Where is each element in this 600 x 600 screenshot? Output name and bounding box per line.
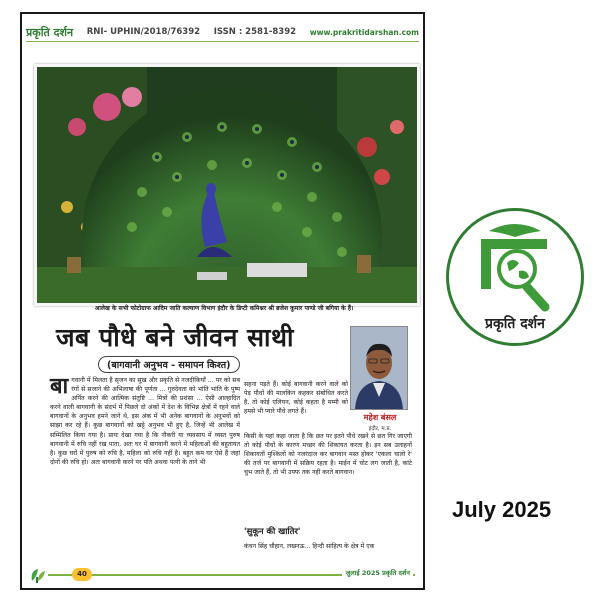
header-rni: RNI- UPHIN/2018/76392	[86, 27, 201, 37]
photo-caption: आलेख के सभी फोटोग्राफ आदिम जाति कल्याण विभाग इंदौर के डिप्टी कमिश्नर श्री ब्रजेश कुमार पाण्डे जी बगिया के हैं।	[94, 305, 354, 312]
article-column-2-top: सहना पड़ते हैं। कोई बागवानी करने वाले को पेड़ पौधों की मालकिन कहकर संबोधित करते है, तो कोई एलियन, कोई कहता है मम्मी को हमसे भी प्यारे पौधे लगते हैं।	[244, 381, 348, 416]
header-website: www.prakritidarshan.com	[309, 27, 419, 37]
logo-text: प्रकृति दर्शन	[485, 316, 545, 332]
header-issn: ISSN : 2581-8392	[213, 27, 297, 37]
peacock-photo	[34, 64, 420, 306]
author-city: इंदौर, म.प्र.	[368, 426, 392, 432]
column-1-text: गवानी में मिलता है सृजन का सुख और प्रकृति से नजदीकियाँ ... पर को सब रंगों से सजाने की अभिलाषा की पूर्णता ... गुरुदेवता को भांति भांति के पुष्प अर्पित करने की आत्मिक संतुष्टि ... मित्रों की प्रशंसा ... ऐसी आल्हादित करने वाली बागवानी के संदर्भ में पिछले दो अंकों में देश के विभिन्न क्षेत्रों में रहने वाले बागवानों के अनुभव हमने जाने थे, इस अंक में भी अनेक बागवानों के अनुभवों को साझा कर रहे हैं। कुछ बागवानों को खट्टे अनुभव भी हुए है, जिन्हें भी आलेख में सम्मिलित किया गया है। प्रायः देखा गया है कि नौकरी या व्यवसाय में व्यस्त पुरुष बागवानी में रुचि नहीं रख पाता, अतः घर में बागवानी करने में महिलाओं की बहुतायत है। कुछ घरों में पुरुष को रुचि है, महिला को रुचि नहीं है। बहुत कम घर ऐसे हैं जहां दोनों की रुचि हो। अतः बागवानी करने पर पति अथवा पत्नी के ताने भी	[50, 377, 240, 466]
article-column-1	[50, 373, 240, 467]
author-name: महेश बंसल	[363, 413, 397, 422]
article-subhead: (बागवानी अनुभव - समापन किश्त)	[98, 356, 240, 373]
magazine-page	[20, 12, 425, 590]
footer-leaf-icon	[28, 567, 48, 583]
footer-issue: जुलाई 2025 प्रकृति दर्शन	[342, 568, 413, 577]
header-brand: प्रकृति दर्शन	[26, 25, 74, 39]
section-subtitle: 'सुकून की खातिर'	[244, 527, 301, 537]
page-number: 40	[72, 568, 92, 581]
article-column-2: किसी के यहां कहा जाता है कि छत पर इतने पौधे रखने से छत गिर जाएगी तो कोई पौधों के कारण मच्छर की शिकायत करता है। इन सब उलाहनों शिकायतों मुश्किलों को नजरंदाज कर बागवान मस्त होकर 'एकला चालो रे' की तर्ज पर बागवानी में सक्रिय रहता है। माईन में चोट लग जाती है, कांटे चुभ जाते हैं, तो भी उफ्फ तक नहीं करते बागवान।	[244, 433, 412, 477]
article-column-2-end: कंचन सिंह चौहान, लखनऊ... हिन्दी साहित्य के क्षेत्र में एक	[244, 543, 375, 550]
author-photo	[350, 326, 408, 410]
header-divider	[26, 41, 419, 42]
issue-date: July 2025	[452, 497, 552, 522]
page-header	[26, 24, 419, 40]
article-headline: जब पौधे बने जीवन साथी	[56, 323, 294, 352]
drop-cap: बा	[50, 373, 69, 399]
page-footer	[26, 567, 419, 583]
